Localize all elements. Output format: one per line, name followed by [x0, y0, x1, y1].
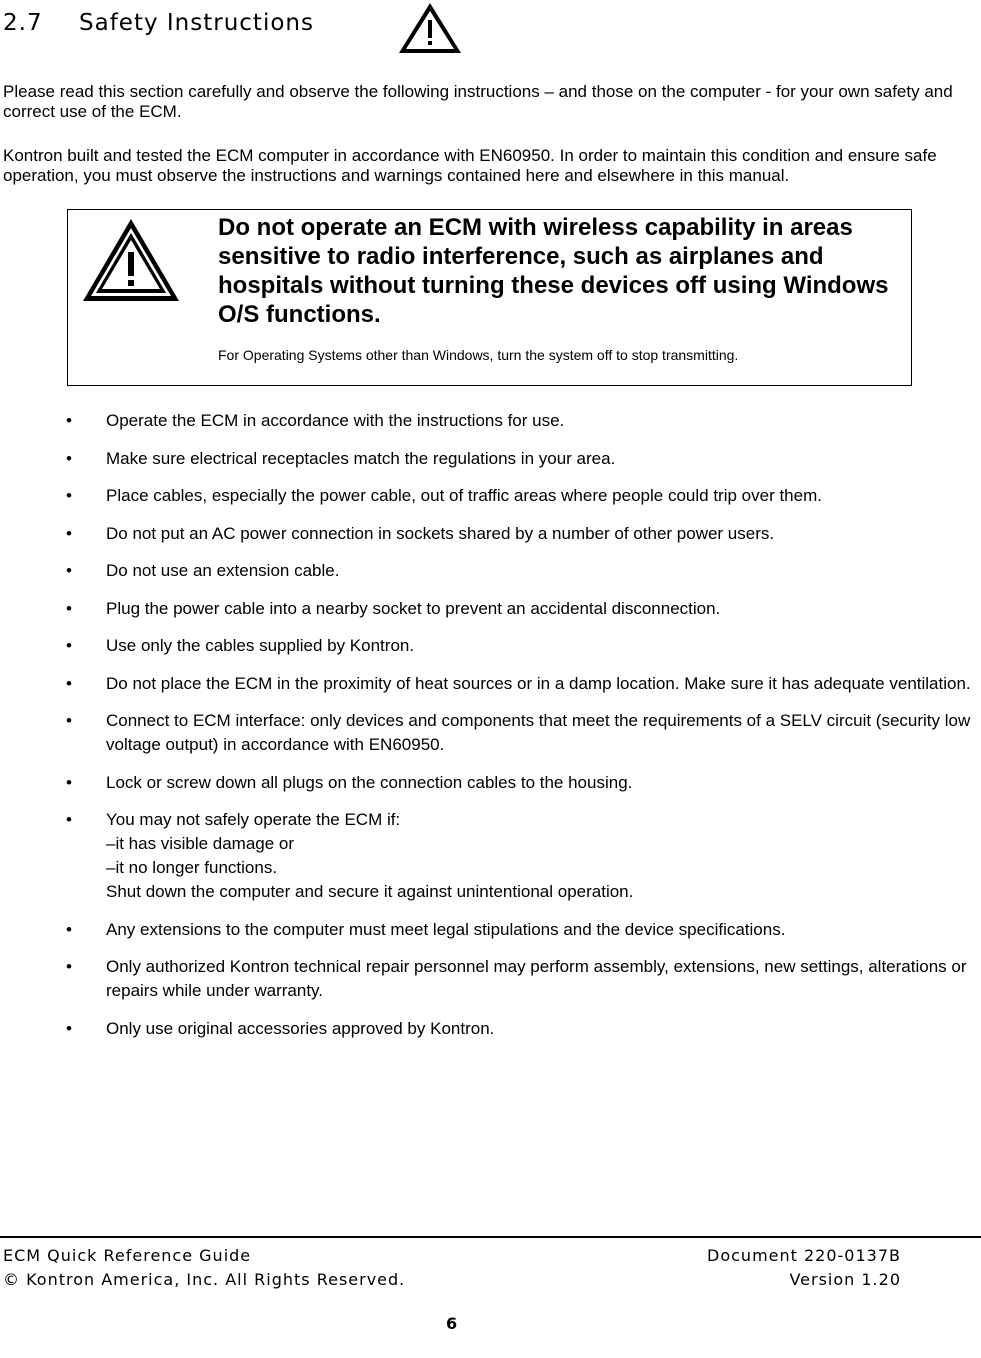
section-title: Safety Instructions [79, 10, 314, 36]
section-number: 2.7 [3, 10, 43, 36]
wireless-warning-box [67, 209, 912, 386]
list-item: • Plug the power cable into a nearby socket to prevent an accidental disconnection. [0, 597, 981, 621]
section-heading [3, 8, 314, 38]
bullet-icon: • [66, 448, 72, 468]
bullet-icon: • [66, 523, 72, 543]
bullet-icon: • [66, 561, 72, 580]
footer-guide-title: ECM Quick Reference Guide [3, 1246, 252, 1265]
list-item: • Place cables, especially the power cable, out of traffic areas where people could trip over them. [0, 484, 981, 508]
warning-triangle-icon [82, 218, 180, 302]
list-item: • Do not use an extension cable. [0, 559, 981, 583]
list-item: • Only use original accessories approved by Kontron. [0, 1017, 981, 1041]
bullet-icon: • [66, 598, 72, 618]
warning-note: For Operating Systems other than Windows, turn the system off to stop transmitting. [218, 347, 739, 363]
footer-divider [0, 1236, 981, 1238]
compliance-paragraph: Kontron built and tested the ECM computer in accordance with EN60950. In order to maintain this condition and ensure safe operation, you must observe the instructions and warnings contained here and elsewhere in this manual. [3, 146, 937, 185]
bullet-icon: • [66, 772, 72, 792]
list-item: • Do not place the ECM in the proximity of heat sources or in a damp location. Make sure it has adequate ventilation. [0, 672, 981, 696]
footer-document-id: Document 220-0137B [707, 1246, 901, 1265]
list-item-safe-operate [0, 808, 981, 904]
list-item: • Make sure electrical receptacles match the regulations in your area. [0, 447, 981, 471]
footer-copyright: © Kontron America, Inc. All Rights Reserved. [3, 1270, 406, 1289]
bullet-icon: • [66, 636, 72, 655]
safe-operate-condition: –it no longer functions. [106, 858, 278, 877]
list-item: • Only authorized Kontron technical repair personnel may perform assembly, extensions, new settings, alterations or repairs while under warranty. [66, 957, 967, 1000]
bullet-icon: • [66, 1018, 72, 1038]
warning-title: Do not operate an ECM with wireless capability in areas sensitive to radio interference, such as airplanes and hospitals without turning these devices off using Windows O/S functions. [218, 214, 889, 328]
bullet-icon: • [66, 673, 72, 693]
intro-paragraph: Please read this section carefully and observe the following instructions – and those on the computer - for your own safety and correct use of the ECM. [3, 82, 953, 121]
bullet-icon: • [66, 486, 72, 505]
footer-version: Version 1.20 [789, 1270, 901, 1289]
warning-triangle-icon [398, 2, 462, 54]
list-item: • Lock or screw down all plugs on the connection cables to the housing. [0, 771, 981, 795]
safe-operate-condition: –it has visible damage or [106, 834, 295, 853]
list-item: • Use only the cables supplied by Kontron. [0, 634, 981, 658]
bullet-icon: • [66, 711, 72, 730]
list-item: • Do not put an AC power connection in sockets shared by a number of other power users. [0, 522, 981, 546]
list-item: • Connect to ECM interface: only devices and components that meet the requirements of a SELV circuit (security low voltage output) in accordance with EN60950. [66, 711, 971, 754]
page-number: 6 [446, 1314, 458, 1333]
safe-operate-closing: Shut down the computer and secure it against unintentional operation. [106, 882, 634, 901]
bullet-icon: • [66, 411, 72, 430]
bullet-icon: • [66, 957, 72, 976]
safe-operate-intro: You may not safely operate the ECM if: [106, 810, 401, 829]
bullet-icon: • [66, 810, 72, 829]
list-item: • Operate the ECM in accordance with the instructions for use. [0, 409, 981, 433]
bullet-icon: • [66, 919, 72, 939]
list-item: • Any extensions to the computer must meet legal stipulations and the device specifications. [0, 918, 981, 942]
safety-bullet-list [0, 409, 981, 1054]
